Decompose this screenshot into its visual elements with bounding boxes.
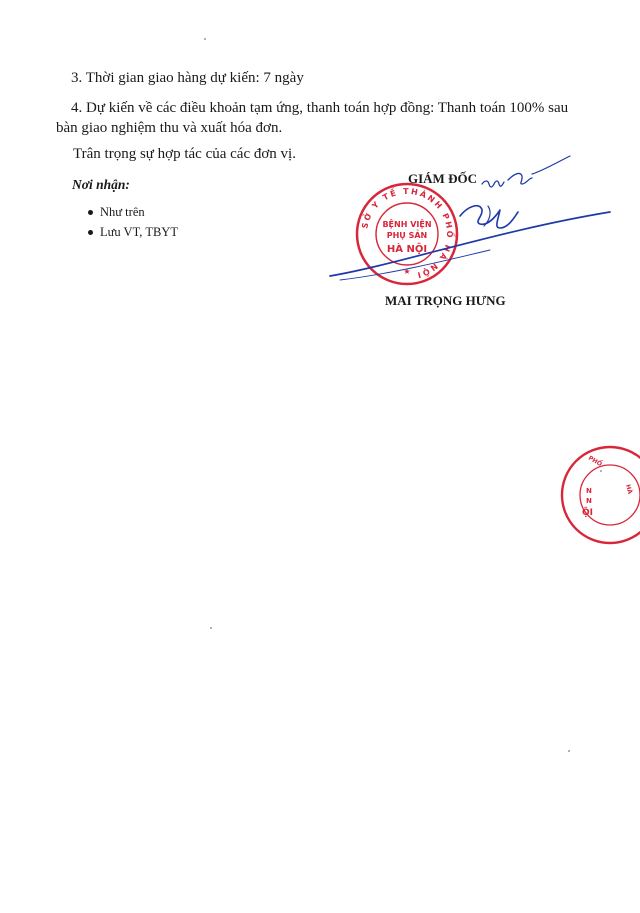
scan-speck bbox=[204, 38, 206, 40]
svg-text:N: N bbox=[586, 497, 592, 505]
recipient-item bbox=[74, 202, 178, 222]
recipients-list bbox=[74, 202, 178, 242]
svg-text:★: ★ bbox=[403, 267, 411, 276]
recipients-title: Nơi nhận: bbox=[72, 177, 130, 192]
svg-text:SỞ Y TẾ THÀNH PHỐ HÀ NỘI: SỞ Y TẾ THÀNH PHỐ HÀ NỘI bbox=[360, 186, 455, 280]
scan-speck bbox=[210, 627, 212, 629]
recipient-item bbox=[74, 222, 178, 242]
payment-terms-line2: bàn giao nghiệm thu và xuất hóa đơn. bbox=[56, 120, 283, 136]
svg-text:BỆNH VIỆN: BỆNH VIỆN bbox=[382, 220, 432, 229]
recipient-label: Như trên bbox=[100, 205, 145, 219]
bullet-icon bbox=[88, 230, 93, 235]
svg-text:HÀ: HÀ bbox=[624, 483, 634, 495]
bullet-icon bbox=[88, 210, 93, 215]
svg-text:PHỤ SẢN: PHỤ SẢN bbox=[386, 231, 428, 240]
signer-position: GIÁM ĐỐC bbox=[408, 171, 477, 186]
svg-text:ỘI: ỘI bbox=[582, 508, 593, 518]
svg-text:HÀ NỘI: HÀ NỘI bbox=[386, 244, 428, 255]
closing-remark: Trân trọng sự hợp tác của các đơn vị. bbox=[73, 146, 296, 162]
recipient-label: Lưu VT, TBYT bbox=[100, 225, 178, 239]
partial-stamp-seal bbox=[560, 445, 640, 545]
scan-speck bbox=[600, 470, 602, 472]
signer-name: MAI TRỌNG HƯNG bbox=[385, 293, 506, 308]
scan-speck bbox=[568, 750, 570, 752]
handwritten-signature bbox=[300, 150, 620, 290]
svg-text:N: N bbox=[586, 487, 592, 495]
delivery-time-item: 3. Thời gian giao hàng dự kiến: 7 ngày bbox=[71, 70, 304, 86]
svg-text:PHỐ: PHỐ bbox=[587, 454, 604, 468]
payment-terms-line1: 4. Dự kiến về các điều khoản tạm ứng, thanh toán hợp đồng: Thanh toán 100% sau bbox=[71, 100, 569, 116]
